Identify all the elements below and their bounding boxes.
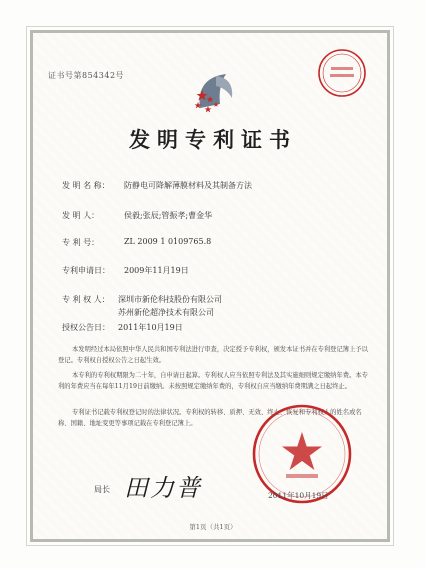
field-label-grant-date: 授权公告日： xyxy=(62,323,110,332)
field-value-inventors: 侯毅;张辰;管振孝;曹金华 xyxy=(124,211,213,220)
field-label-patentee: 专 利 权 人： xyxy=(62,295,110,304)
director-signature: 田力普 xyxy=(124,474,202,502)
field-value-patentee-2: 苏州新伦超净技术有限公司 xyxy=(118,308,214,317)
director-label: 局长 xyxy=(94,485,110,494)
field-value-grant-date: 2011年10月19日 xyxy=(118,323,183,332)
field-label-invention-name: 发 明 名 称： xyxy=(62,181,110,190)
field-value-filing-date: 2009年11月19日 xyxy=(124,266,189,275)
field-value-invention-name: 防静电可降解薄膜材料及其制备方法 xyxy=(124,181,252,190)
page-number: 第1页（共1页） xyxy=(189,523,237,531)
field-value-patent-number: ZL 2009 1 0109765.8 xyxy=(124,237,212,246)
paragraph-legal-status: 专利证书记载专利权登记时的法律状况。专利权的转移、质押、无效、终止、恢复和专利权人的姓名或名称、国籍、地址变更等事项记载在专利登记簿上。 xyxy=(58,409,362,427)
patent-office-emblem-icon xyxy=(186,64,242,120)
certificate-title: 发明专利证书 xyxy=(129,127,297,152)
paragraph-grant-statement: 本发明经过本局依照中华人民共和国专利法进行审查，决定授予专利权，颁发本证书并在专利登记簿上予以登记。专利权自授权公告之日起生效。 xyxy=(58,346,368,364)
field-label-filing-date: 专利申请日： xyxy=(62,266,110,275)
field-label-patent-number: 专 利 号： xyxy=(62,238,100,247)
certificate-number: 证书号第854342号 xyxy=(48,71,125,80)
field-label-inventors: 发 明 人： xyxy=(62,211,100,220)
paragraph-term-and-fees: 本专利的专利权期限为二十年，自申请日起算。专利权人应当依照专利法及其实施细则规定缴纳年费。本专利的年费应当在每年11月19日前缴纳。未按照规定缴纳年费的，专利权自应当缴纳年费期满之日起终止。 xyxy=(58,372,368,390)
small-seal-icon xyxy=(316,47,368,99)
issue-date: 2011年10月19日 xyxy=(268,491,329,500)
field-value-patentee-1: 深圳市新伦科技股份有限公司 xyxy=(118,295,222,304)
